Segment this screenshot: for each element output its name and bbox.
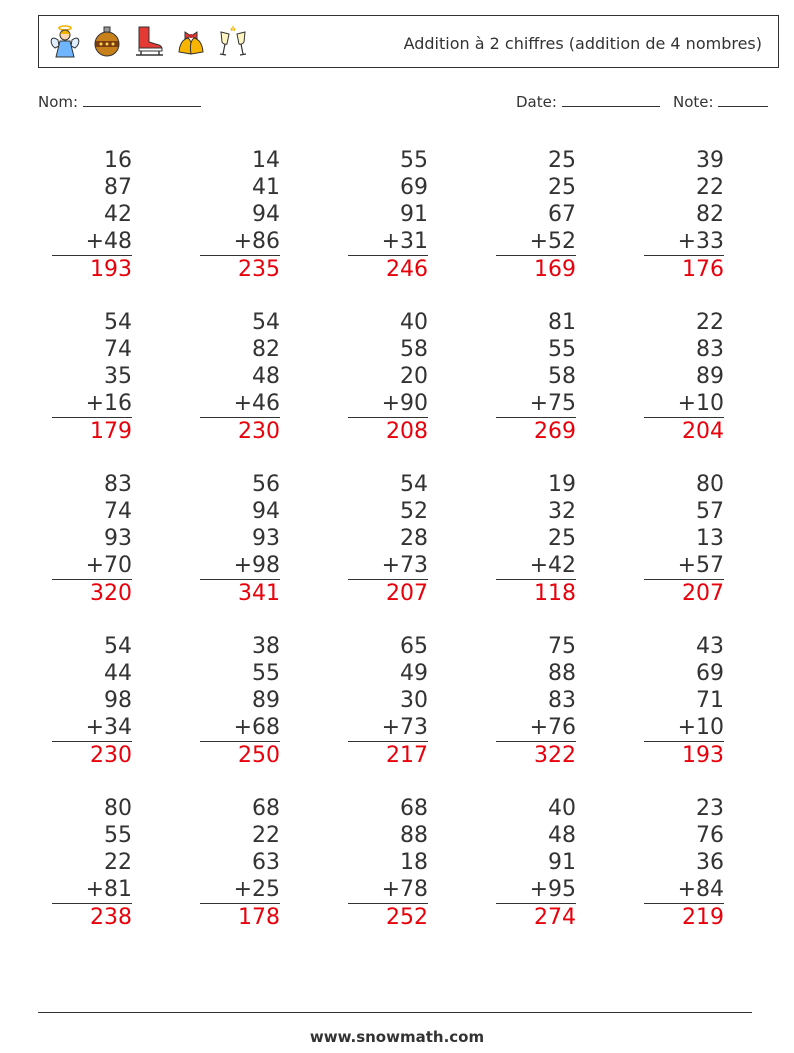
addend-3: 71 (696, 688, 724, 713)
addend-1: 80 (696, 472, 724, 497)
problem-card (52, 471, 132, 607)
worksheet-header (38, 15, 779, 68)
addend-1: 55 (400, 148, 428, 173)
addend-1: 56 (252, 472, 280, 497)
addend-3: 20 (400, 364, 428, 389)
addend-4: +10 (644, 390, 724, 418)
answer: 193 (682, 743, 724, 768)
addend-2: 52 (400, 499, 428, 524)
addend-3: 30 (400, 688, 428, 713)
addend-1: 43 (696, 634, 724, 659)
date-label: Date: (516, 93, 557, 111)
champagne-glasses-icon (215, 24, 251, 60)
addend-4: +73 (348, 552, 428, 580)
answer: 250 (238, 743, 280, 768)
addend-4: +42 (496, 552, 576, 580)
addend-2: 22 (252, 823, 280, 848)
addend-1: 80 (104, 796, 132, 821)
addend-3: 35 (104, 364, 132, 389)
name-label: Nom: (38, 93, 79, 111)
addend-4: +33 (644, 228, 724, 256)
answer: 322 (534, 743, 576, 768)
answer: 169 (534, 257, 576, 282)
ornament-icon (89, 24, 125, 60)
answer: 179 (90, 419, 132, 444)
addend-4: +34 (52, 714, 132, 742)
problem-card (644, 795, 724, 931)
addend-4: +86 (200, 228, 280, 256)
addend-4: +25 (200, 876, 280, 904)
addend-1: 68 (400, 796, 428, 821)
name-field (38, 93, 201, 111)
addend-4: +73 (348, 714, 428, 742)
answer: 204 (682, 419, 724, 444)
problem-card (200, 795, 280, 931)
problem-card (348, 309, 428, 445)
worksheet-title: Addition à 2 chiffres (addition de 4 nombres) (403, 34, 762, 53)
addend-4: +16 (52, 390, 132, 418)
addend-1: 23 (696, 796, 724, 821)
addend-1: 19 (548, 472, 576, 497)
addend-1: 16 (104, 148, 132, 173)
addend-1: 22 (696, 310, 724, 335)
addend-4: +84 (644, 876, 724, 904)
addend-2: 74 (104, 499, 132, 524)
problem-card (348, 471, 428, 607)
answer: 230 (238, 419, 280, 444)
problem-card (52, 309, 132, 445)
addend-2: 55 (104, 823, 132, 848)
answer: 269 (534, 419, 576, 444)
addend-3: 36 (696, 850, 724, 875)
problem-card (644, 147, 724, 283)
addend-4: +57 (644, 552, 724, 580)
addend-1: 81 (548, 310, 576, 335)
addend-3: 63 (252, 850, 280, 875)
problem-card (348, 147, 428, 283)
problem-card (200, 471, 280, 607)
addend-1: 65 (400, 634, 428, 659)
addend-3: 89 (696, 364, 724, 389)
addend-3: 18 (400, 850, 428, 875)
addend-4: +68 (200, 714, 280, 742)
addend-4: +78 (348, 876, 428, 904)
addend-2: 41 (252, 175, 280, 200)
addend-3: 94 (252, 202, 280, 227)
answer: 178 (238, 905, 280, 930)
note-field (673, 93, 768, 111)
addend-4: +70 (52, 552, 132, 580)
answer: 207 (682, 581, 724, 606)
addend-4: +98 (200, 552, 280, 580)
problem-card (496, 471, 576, 607)
addend-3: 58 (548, 364, 576, 389)
addend-2: 88 (548, 661, 576, 686)
problem-card (644, 633, 724, 769)
addend-2: 83 (696, 337, 724, 362)
addend-2: 25 (548, 175, 576, 200)
addend-3: 42 (104, 202, 132, 227)
addend-1: 54 (104, 634, 132, 659)
bells-icon (173, 24, 209, 60)
addend-2: 88 (400, 823, 428, 848)
addend-1: 40 (400, 310, 428, 335)
addend-3: 67 (548, 202, 576, 227)
addend-1: 54 (104, 310, 132, 335)
addend-4: +46 (200, 390, 280, 418)
addend-3: 91 (400, 202, 428, 227)
addend-3: 82 (696, 202, 724, 227)
answer: 274 (534, 905, 576, 930)
problem-card (496, 147, 576, 283)
icon-row (47, 24, 251, 60)
addend-4: +31 (348, 228, 428, 256)
addend-2: 82 (252, 337, 280, 362)
addend-2: 94 (252, 499, 280, 524)
problem-card (200, 309, 280, 445)
problem-card (496, 309, 576, 445)
answer: 230 (90, 743, 132, 768)
problem-card (52, 633, 132, 769)
note-blank[interactable] (718, 93, 768, 107)
addend-2: 49 (400, 661, 428, 686)
addend-4: +95 (496, 876, 576, 904)
footer-divider (38, 1012, 752, 1013)
addend-1: 14 (252, 148, 280, 173)
date-blank[interactable] (562, 93, 660, 107)
addend-1: 54 (252, 310, 280, 335)
addend-3: 93 (104, 526, 132, 551)
addend-2: 74 (104, 337, 132, 362)
answer: 176 (682, 257, 724, 282)
addend-4: +75 (496, 390, 576, 418)
problem-card (496, 795, 576, 931)
addend-1: 75 (548, 634, 576, 659)
problem-card (644, 471, 724, 607)
problem-card (52, 147, 132, 283)
addend-1: 25 (548, 148, 576, 173)
addend-2: 55 (548, 337, 576, 362)
angel-icon (47, 24, 83, 60)
answer: 238 (90, 905, 132, 930)
addend-3: 13 (696, 526, 724, 551)
addend-4: +76 (496, 714, 576, 742)
problem-card (644, 309, 724, 445)
addend-3: 93 (252, 526, 280, 551)
footer-site: www.snowmath.com (309, 1028, 485, 1046)
answer: 320 (90, 581, 132, 606)
addend-2: 87 (104, 175, 132, 200)
answer: 193 (90, 257, 132, 282)
problem-card (200, 633, 280, 769)
ice-skate-icon (131, 24, 167, 60)
addend-1: 54 (400, 472, 428, 497)
addend-3: 89 (252, 688, 280, 713)
addend-4: +52 (496, 228, 576, 256)
answer: 207 (386, 581, 428, 606)
answer: 217 (386, 743, 428, 768)
addend-3: 28 (400, 526, 428, 551)
addend-2: 58 (400, 337, 428, 362)
addend-1: 83 (104, 472, 132, 497)
addend-2: 32 (548, 499, 576, 524)
addend-1: 68 (252, 796, 280, 821)
addend-4: +10 (644, 714, 724, 742)
addend-3: 98 (104, 688, 132, 713)
answer: 235 (238, 257, 280, 282)
problem-card (200, 147, 280, 283)
answer: 118 (534, 581, 576, 606)
addend-1: 40 (548, 796, 576, 821)
addend-2: 48 (548, 823, 576, 848)
addend-3: 22 (104, 850, 132, 875)
addend-3: 25 (548, 526, 576, 551)
answer: 246 (386, 257, 428, 282)
addend-3: 91 (548, 850, 576, 875)
addend-2: 44 (104, 661, 132, 686)
addend-2: 69 (400, 175, 428, 200)
addend-2: 22 (696, 175, 724, 200)
problem-card (496, 633, 576, 769)
date-field (516, 93, 660, 111)
addend-2: 69 (696, 661, 724, 686)
addend-2: 57 (696, 499, 724, 524)
note-label: Note: (673, 93, 714, 111)
addend-1: 39 (696, 148, 724, 173)
addend-3: 83 (548, 688, 576, 713)
addend-1: 38 (252, 634, 280, 659)
answer: 252 (386, 905, 428, 930)
problem-card (348, 633, 428, 769)
answer: 219 (682, 905, 724, 930)
problem-card (348, 795, 428, 931)
addend-4: +48 (52, 228, 132, 256)
addend-4: +90 (348, 390, 428, 418)
name-blank[interactable] (83, 93, 201, 107)
problem-card (52, 795, 132, 931)
addend-2: 76 (696, 823, 724, 848)
addend-4: +81 (52, 876, 132, 904)
answer: 341 (238, 581, 280, 606)
answer: 208 (386, 419, 428, 444)
addend-3: 48 (252, 364, 280, 389)
addend-2: 55 (252, 661, 280, 686)
